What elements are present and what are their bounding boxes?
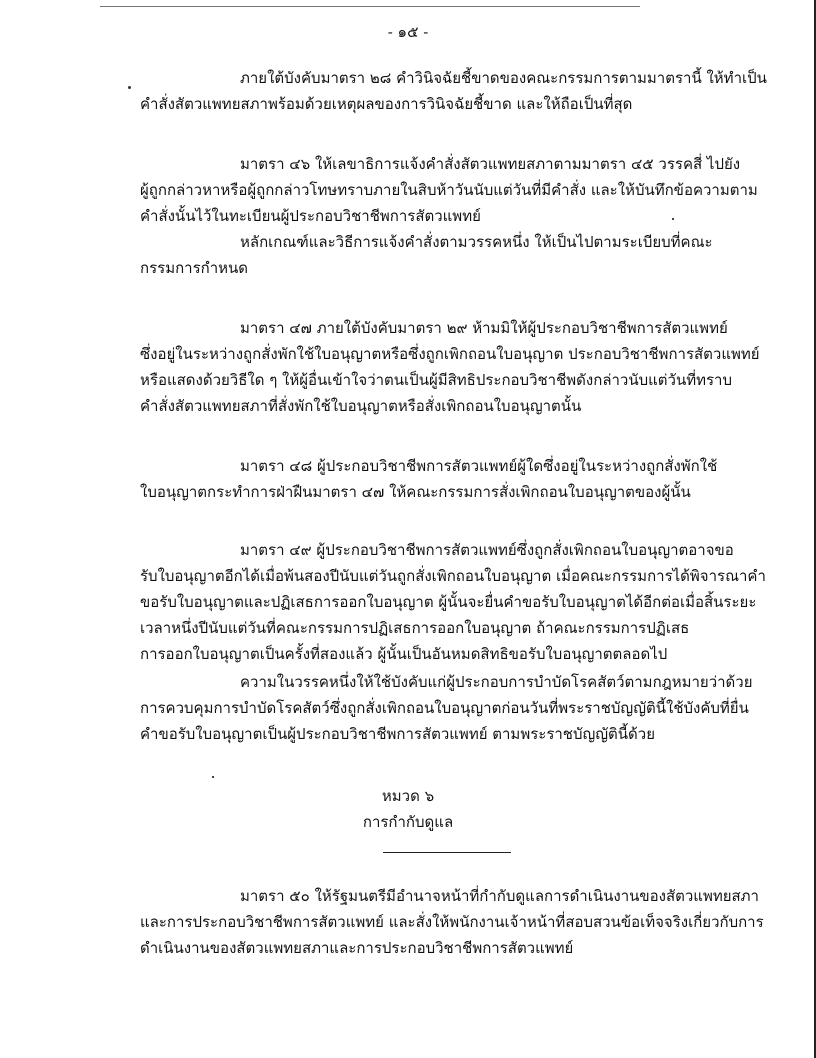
text-line: มาตรา ๔๖ ให้เลขาธิการแจ้งคำสั่งสัตวแพทยสภาตามมาตรา ๔๕ วรรคสี่ ไปยัง <box>240 155 741 173</box>
text-line: ขอรับใบอนุญาตและปฏิเสธการออกใบอนุญาต ผู้นั้นจะยื่นคำขอรับใบอนุญาตได้อีกต่อเมื่อสิ้นระยะ <box>140 593 757 611</box>
text-line: การออกใบอนุญาตเป็นครั้งที่สองแล้ว ผู้นั้นเป็นอันหมดสิทธิขอรับใบอนุญาตตลอดไป <box>140 645 668 663</box>
text-line: คำขอรับใบอนุญาตเป็นผู้ประกอบวิชาชีพการสัตวแพทย์ ตามพระราชบัญญัตินี้ด้วย <box>140 725 656 743</box>
chapter-number: หมวด ๖ <box>381 787 435 805</box>
text-line: มาตรา ๔๘ ผู้ประกอบวิชาชีพการสัตวแพทย์ผู้ใดซึ่งอยู่ในระหว่างถูกสั่งพักใช้ <box>240 457 718 475</box>
text-line: คำสั่งสัตวแพทยสภาที่สั่งพักใช้ใบอนุญาตหรือสั่งเพิกถอนใบอนุญาตนั้น <box>140 397 582 415</box>
text-line: หลักเกณฑ์และวิธีการแจ้งคำสั่งตามวรรคหนึ่ง ให้เป็นไปตามระเบียบที่คณะ <box>240 233 713 251</box>
text-line: เวลาหนึ่งปีนับแต่วันที่คณะกรรมการปฏิเสธการออกใบอนุญาต ถ้าคณะกรรมการปฏิเสธ <box>140 619 690 637</box>
text-line: ภายใต้บังคับมาตรา ๒๘ คำวินิจฉัยชี้ขาดของคณะกรรมการตามมาตรานี้ ให้ทำเป็น <box>240 69 767 87</box>
text-line: ใบอนุญาตกระทำการฝ่าฝืนมาตรา ๔๗ ให้คณะกรรมการสั่งเพิกถอนใบอนุญาตของผู้นั้น <box>140 483 691 501</box>
scan-speck <box>672 218 674 220</box>
text-line: หรือแสดงด้วยวิธีใด ๆ ให้ผู้อื่นเข้าใจว่าตนเป็นผู้มีสิทธิประกอบวิชาชีพดังกล่าวนับแต่วันที่ทราบ <box>140 371 732 389</box>
chapter-rule <box>383 852 511 853</box>
text-line: มาตรา ๔๙ ผู้ประกอบวิชาชีพการสัตวแพทย์ซึ่งถูกสั่งเพิกถอนใบอนุญาตอาจขอ <box>240 541 734 559</box>
text-line: มาตรา ๔๗ ภายใต้บังคับมาตรา ๒๙ ห้ามมิให้ผู้ประกอบวิชาชีพการสัตวแพทย์ <box>240 319 728 337</box>
margin-dot <box>128 86 131 89</box>
text-line: รับใบอนุญาตอีกได้เมื่อพ้นสองปีนับแต่วันถูกสั่งเพิกถอนใบอนุญาต เมื่อคณะกรรมการได้พิจารณาคำ <box>140 567 766 585</box>
text-line: คำสั่งสัตวแพทยสภาพร้อมด้วยเหตุผลของการวินิจฉัยชี้ขาด และให้ถือเป็นที่สุด <box>140 95 633 113</box>
text-line: ผู้ถูกกล่าวหาหรือผู้ถูกกล่าวโทษทราบภายในสิบห้าวันนับแต่วันที่มีคำสั่ง และให้บันทึกข้อความตาม <box>140 181 758 199</box>
text-line: คำสั่งนั้นไว้ในทะเบียนผู้ประกอบวิชาชีพการสัตวแพทย์ <box>140 207 481 225</box>
chapter-title: การกำกับดูแล <box>362 813 454 831</box>
text-line: มาตรา ๕๐ ให้รัฐมนตรีมีอำนาจหน้าที่กำกับดูแลการดำเนินงานของสัตวแพทยสภา <box>240 887 759 905</box>
text-line: ซึ่งอยู่ในระหว่างถูกสั่งพักใช้ใบอนุญาตหรือซึ่งถูกเพิกถอนใบอนุญาต ประกอบวิชาชีพการสัตวแพทย์ <box>140 345 760 363</box>
text-line: กรรมการกำหนด <box>140 259 249 277</box>
scan-speck <box>212 776 214 778</box>
text-line: และการประกอบวิชาชีพการสัตวแพทย์ และสั่งให้พนักงานเจ้าหน้าที่สอบสวนข้อเท็จจริงเกี่ยวกับการ <box>140 913 764 931</box>
text-line: การควบคุมการบำบัดโรคสัตว์ซึ่งถูกสั่งเพิกถอนใบอนุญาตก่อนวันที่พระราชบัญญัตินี้ใช้บังคับที่ยื่น <box>140 699 749 717</box>
text-line: ความในวรรคหนึ่งให้ใช้บังคับแก่ผู้ประกอบการบำบัดโรคสัตว์ตามกฎหมายว่าด้วย <box>240 673 753 691</box>
page-number: - ๑๕ - <box>387 23 429 41</box>
text-line: ดำเนินงานของสัตวแพทยสภาและการประกอบวิชาชีพการสัตวแพทย์ <box>140 939 574 957</box>
top-edge-line <box>100 6 640 7</box>
